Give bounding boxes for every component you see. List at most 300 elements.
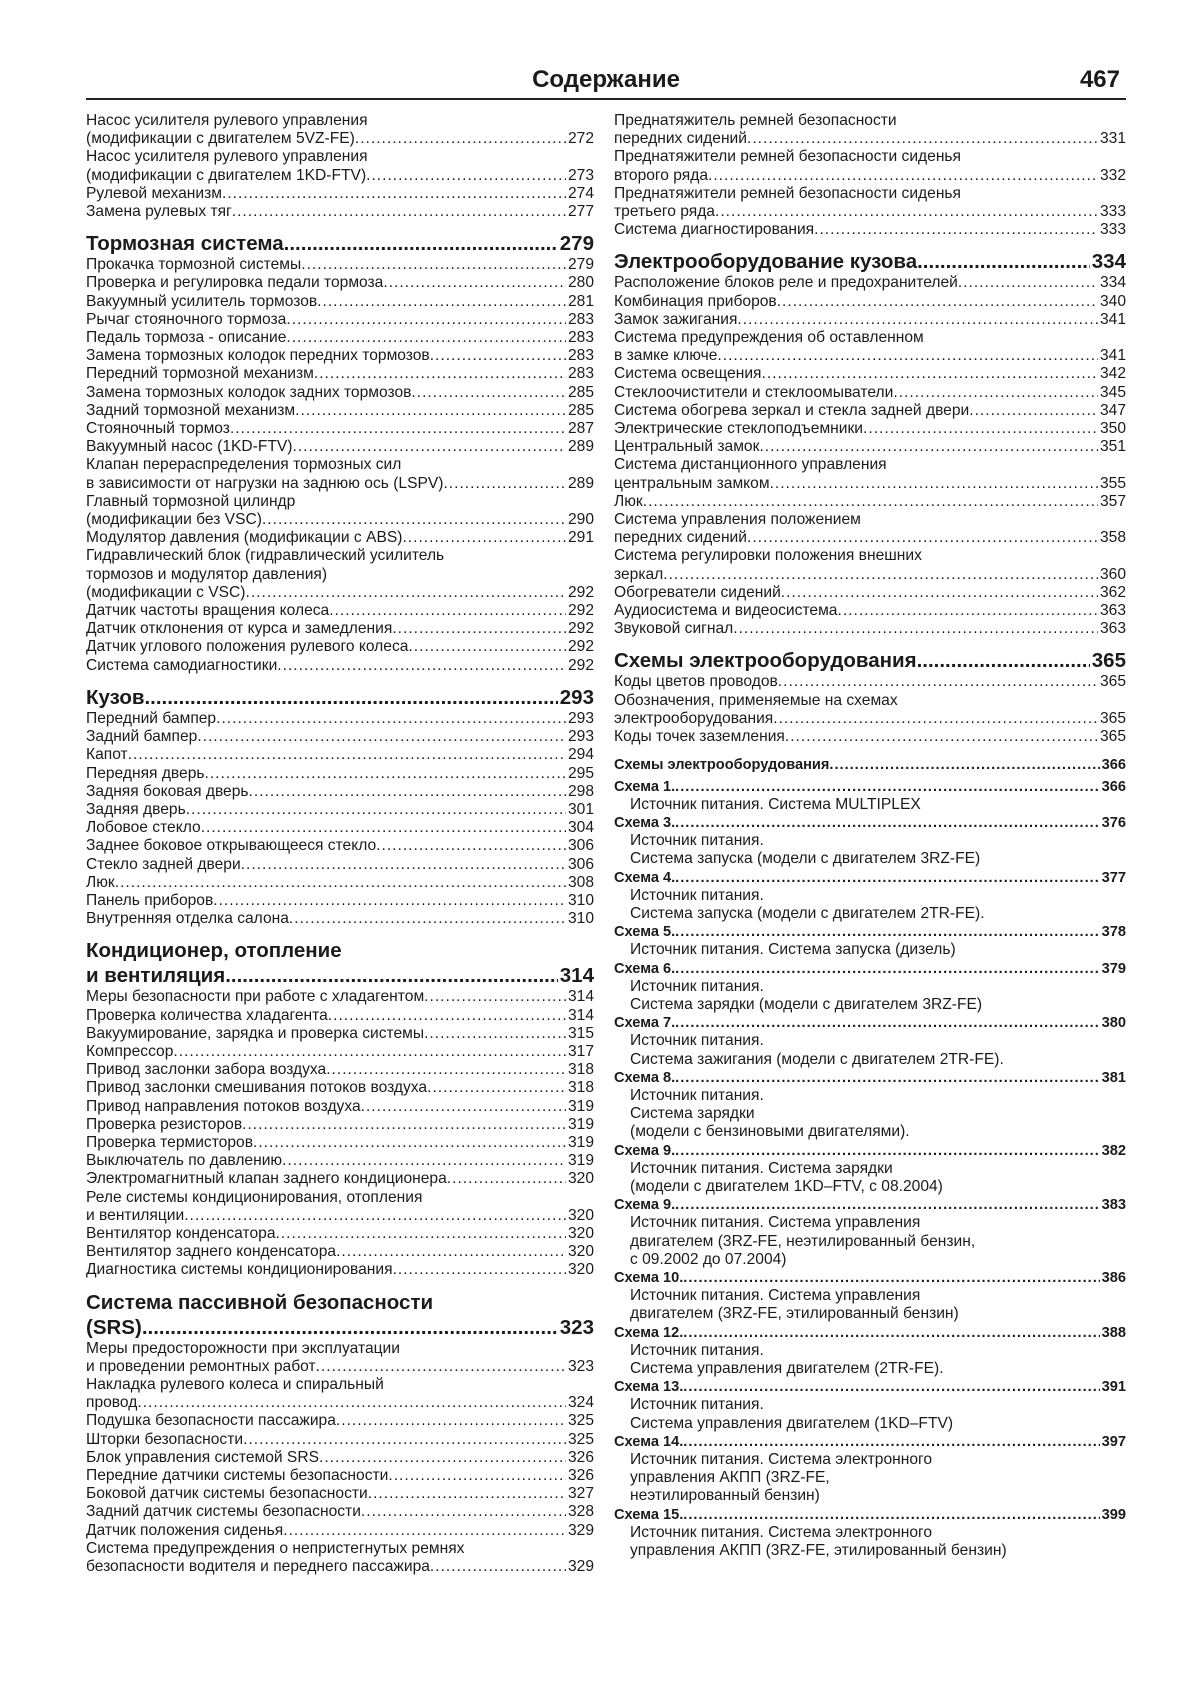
toc-entry[interactable] bbox=[86, 765, 594, 783]
entry-page: 314 bbox=[567, 1006, 594, 1024]
section-heading[interactable] bbox=[86, 685, 594, 710]
toc-entry[interactable] bbox=[86, 1412, 594, 1430]
entry-page: 320 bbox=[567, 1170, 594, 1188]
leader-dots bbox=[142, 1315, 558, 1340]
scheme-description: управления АКПП (3RZ-FE, bbox=[630, 1469, 830, 1487]
toc-entry[interactable] bbox=[86, 1007, 594, 1025]
entry-page: 362 bbox=[1099, 583, 1126, 601]
toc-group bbox=[614, 112, 1126, 239]
entry-page: 363 bbox=[1099, 602, 1126, 620]
toc-entry[interactable] bbox=[86, 638, 594, 656]
leader-dots bbox=[289, 910, 566, 928]
scheme-title: Схема 9. bbox=[614, 1142, 676, 1159]
scheme-entry[interactable] bbox=[614, 1324, 1126, 1342]
entry-page: 283 bbox=[567, 365, 594, 383]
scheme-entry[interactable] bbox=[614, 1069, 1126, 1087]
leader-dots bbox=[284, 231, 558, 256]
scheme-entry[interactable] bbox=[614, 814, 1126, 832]
leader-dots bbox=[683, 1269, 1099, 1287]
entry-page: 289 bbox=[567, 438, 594, 456]
leader-dots bbox=[402, 529, 566, 547]
toc-entry[interactable] bbox=[614, 311, 1126, 329]
toc-entry[interactable] bbox=[86, 475, 594, 493]
leader-dots bbox=[246, 584, 566, 602]
entry-title: Коды точек заземления bbox=[614, 728, 785, 746]
leader-dots bbox=[184, 1207, 566, 1225]
leader-dots bbox=[675, 960, 1099, 978]
entry-page: 318 bbox=[567, 1061, 594, 1079]
toc-entry[interactable] bbox=[614, 566, 1126, 584]
leader-dots bbox=[443, 475, 566, 493]
entry-title: и вентиляции bbox=[86, 1206, 185, 1224]
toc-entry[interactable] bbox=[86, 1170, 594, 1188]
scheme-description: Источник питания. Система электронного bbox=[630, 1523, 933, 1541]
section-page: 334 bbox=[1091, 250, 1126, 274]
entry-page: 329 bbox=[567, 1521, 594, 1539]
toc-entry[interactable] bbox=[86, 1558, 594, 1576]
entry-title-line[interactable]: Система регулировки положения внешних bbox=[614, 547, 922, 565]
scheme-description: Источник питания. bbox=[630, 886, 764, 904]
toc-entry[interactable] bbox=[614, 584, 1126, 602]
entry-title: Передние датчики системы безопасности bbox=[86, 1467, 389, 1484]
leader-dots bbox=[115, 874, 566, 892]
entry-title: Датчик положения сиденья bbox=[86, 1521, 284, 1539]
toc-entry[interactable] bbox=[614, 602, 1126, 620]
leader-dots bbox=[242, 1116, 566, 1134]
section-title-line: Система пассивной безопасности bbox=[86, 1290, 434, 1314]
section-heading[interactable] bbox=[614, 648, 1126, 673]
leader-dots bbox=[137, 1394, 566, 1412]
toc-entry[interactable] bbox=[614, 493, 1126, 511]
toc-entry[interactable] bbox=[86, 130, 594, 148]
toc-entry[interactable] bbox=[614, 274, 1126, 292]
section-page: 279 bbox=[559, 232, 594, 256]
entry-page: 315 bbox=[567, 1024, 594, 1042]
page-header bbox=[86, 64, 1126, 100]
entry-page: 308 bbox=[567, 873, 594, 891]
section-page: 365 bbox=[1091, 649, 1126, 673]
leader-dots bbox=[317, 293, 566, 311]
toc-entry[interactable] bbox=[86, 1394, 594, 1412]
leader-dots bbox=[747, 529, 1098, 547]
toc-entry[interactable] bbox=[86, 1225, 594, 1243]
entry-title-line[interactable]: Главный тормозной цилиндр bbox=[86, 492, 296, 510]
page-title: Содержание bbox=[532, 66, 680, 93]
entry-page: 314 bbox=[567, 988, 594, 1006]
toc-entry[interactable] bbox=[614, 475, 1126, 493]
scheme-list bbox=[614, 778, 1126, 1561]
toc-entry[interactable] bbox=[86, 402, 594, 420]
scheme-page: 386 bbox=[1101, 1269, 1126, 1286]
toc-entry[interactable] bbox=[86, 274, 594, 292]
leader-dots bbox=[958, 274, 1098, 292]
entry-page: 277 bbox=[567, 203, 594, 221]
toc-entry[interactable] bbox=[614, 710, 1126, 728]
toc-entry[interactable] bbox=[86, 837, 594, 855]
entry-page: 350 bbox=[1099, 420, 1126, 438]
toc-group bbox=[614, 274, 1126, 638]
entry-title-line[interactable]: Клапан перераспределения тормозных сил bbox=[86, 456, 402, 474]
toc-entry[interactable] bbox=[86, 1503, 594, 1521]
leader-dots bbox=[893, 384, 1098, 402]
toc-group bbox=[86, 256, 594, 675]
leader-dots bbox=[388, 1467, 566, 1485]
scheme-entry[interactable] bbox=[614, 1506, 1126, 1524]
toc-entry[interactable] bbox=[86, 420, 594, 438]
entry-title-line[interactable]: Система предупреждения о непристегнутых ремнях bbox=[86, 1539, 465, 1557]
page-number: 467 bbox=[1079, 66, 1120, 93]
leader-dots bbox=[355, 130, 566, 148]
toc-entry[interactable] bbox=[86, 746, 594, 764]
toc-entry[interactable] bbox=[86, 1261, 594, 1279]
leader-dots bbox=[969, 402, 1098, 420]
toc-group bbox=[86, 988, 594, 1279]
leader-dots bbox=[326, 1061, 566, 1079]
entry-title: Проверка термисторов bbox=[86, 1133, 253, 1151]
entry-title: Передний тормозной механизм bbox=[86, 365, 314, 383]
scheme-description: Источник питания. Система MULTIPLEX bbox=[630, 795, 921, 813]
leader-dots bbox=[282, 1152, 566, 1170]
leader-dots bbox=[430, 1558, 566, 1576]
entry-title: провод bbox=[86, 1394, 138, 1412]
entry-title: (модификации с VSC) bbox=[86, 583, 246, 601]
entry-title: Привод направления потоков воздуха bbox=[86, 1097, 361, 1115]
entry-page: 292 bbox=[567, 656, 594, 674]
entry-page: 283 bbox=[567, 329, 594, 347]
scheme-description: Система запуска (модели с двигателем 2TR-FE). bbox=[630, 904, 985, 922]
section-page: 323 bbox=[559, 1315, 594, 1339]
toc-entry[interactable] bbox=[86, 167, 594, 185]
entry-title: Диагностика системы кондиционирования bbox=[86, 1261, 393, 1279]
scheme-description: Система зарядки bbox=[630, 1105, 755, 1123]
toc-entry[interactable] bbox=[86, 584, 594, 602]
entry-page: 333 bbox=[1099, 221, 1126, 239]
toc-entry[interactable] bbox=[86, 783, 594, 801]
section-heading[interactable] bbox=[86, 231, 594, 256]
entry-title-line[interactable]: Реле системы кондиционирования, отопления bbox=[86, 1188, 423, 1206]
leader-dots bbox=[286, 329, 566, 347]
section-heading[interactable] bbox=[86, 1315, 594, 1340]
toc-entry[interactable] bbox=[86, 1522, 594, 1540]
toc-entry[interactable] bbox=[86, 1467, 594, 1485]
leader-dots bbox=[829, 756, 1099, 774]
entry-page: 365 bbox=[1099, 728, 1126, 746]
leader-dots bbox=[408, 638, 566, 656]
section-page: 314 bbox=[559, 964, 594, 988]
toc-entry[interactable] bbox=[86, 529, 594, 547]
entry-title: Люк bbox=[614, 492, 643, 510]
scheme-page: 388 bbox=[1101, 1324, 1126, 1341]
leader-dots bbox=[917, 648, 1090, 673]
entry-page: 318 bbox=[567, 1079, 594, 1097]
leader-dots bbox=[675, 869, 1099, 887]
toc-entry[interactable] bbox=[86, 329, 594, 347]
scheme-description: (модели с двигателем 1KD–FTV, с 08.2004) bbox=[630, 1177, 943, 1195]
leader-dots bbox=[773, 710, 1098, 728]
entry-title: Передняя дверь bbox=[86, 764, 205, 782]
toc-group bbox=[86, 1340, 594, 1577]
toc-entry[interactable] bbox=[86, 185, 594, 203]
toc-entry[interactable] bbox=[614, 438, 1126, 456]
toc-entry[interactable] bbox=[86, 1358, 594, 1376]
leader-dots bbox=[295, 402, 566, 420]
entry-title: Рычаг стояночного тормоза bbox=[86, 310, 287, 328]
leader-dots bbox=[213, 892, 566, 910]
scheme-description: неэтилированный бензин) bbox=[630, 1487, 820, 1505]
section-title: Тормозная система bbox=[86, 232, 284, 256]
scheme-title: Схема 9. bbox=[614, 1197, 676, 1214]
toc-entry[interactable] bbox=[86, 728, 594, 746]
scheme-description: Система управления двигателем (1KD–FTV) bbox=[630, 1414, 954, 1432]
toc-entry[interactable] bbox=[614, 293, 1126, 311]
entry-title-line[interactable]: Система дистанционного управления bbox=[614, 456, 887, 474]
toc-entry[interactable] bbox=[614, 365, 1126, 383]
entry-title: Передний бампер bbox=[86, 709, 217, 727]
scheme-description: двигателем (3RZ-FE, этилированный бензин) bbox=[630, 1305, 959, 1323]
toc-entry[interactable] bbox=[614, 130, 1126, 148]
entry-page: 329 bbox=[567, 1558, 594, 1576]
leader-dots bbox=[301, 256, 566, 274]
toc-entry[interactable] bbox=[614, 221, 1126, 239]
leader-dots bbox=[643, 493, 1098, 511]
scheme-entry[interactable] bbox=[614, 1269, 1126, 1287]
toc-entry[interactable] bbox=[86, 892, 594, 910]
leader-dots bbox=[715, 203, 1098, 221]
entry-title: Задняя боковая дверь bbox=[86, 782, 249, 800]
leader-dots bbox=[411, 384, 566, 402]
entry-title: Система самодиагностики bbox=[86, 656, 278, 674]
entry-title: Вакуумный усилитель тормозов bbox=[86, 292, 318, 310]
entry-page: 279 bbox=[567, 256, 594, 274]
entry-title: Обогреватели сидений bbox=[614, 583, 781, 601]
toc-entry[interactable] bbox=[614, 203, 1126, 221]
leader-dots bbox=[675, 778, 1099, 796]
toc-entry[interactable] bbox=[86, 874, 594, 892]
entry-title-line[interactable]: тормозов и модулятор давления) bbox=[86, 565, 328, 583]
entry-page: 306 bbox=[567, 855, 594, 873]
toc-entry[interactable] bbox=[86, 1098, 594, 1116]
toc-entry[interactable] bbox=[614, 529, 1126, 547]
toc-entry[interactable] bbox=[86, 1243, 594, 1261]
entry-title: Система освещения bbox=[614, 365, 762, 383]
entry-title-line[interactable]: Обозначения, применяемые на схемах bbox=[614, 691, 898, 709]
entry-title: Замена тормозных колодок передних тормозов bbox=[86, 347, 430, 365]
entry-title: Выключатель по давлению bbox=[86, 1152, 283, 1170]
toc-entry[interactable] bbox=[86, 311, 594, 329]
scheme-page: 366 bbox=[1101, 778, 1126, 795]
leader-dots bbox=[814, 221, 1098, 239]
toc-group bbox=[614, 673, 1126, 746]
leader-dots bbox=[243, 1431, 566, 1449]
toc-entry[interactable] bbox=[86, 602, 594, 620]
entry-title: в зависимости от нагрузки на заднюю ось (LSPV) bbox=[86, 474, 444, 492]
scheme-entry[interactable] bbox=[614, 778, 1126, 796]
entry-page: 320 bbox=[567, 1243, 594, 1261]
leader-dots bbox=[383, 274, 566, 292]
entry-page: 355 bbox=[1099, 474, 1126, 492]
entry-page: 332 bbox=[1099, 166, 1126, 184]
entry-title: Привод заслонки смешивания потоков воздуха bbox=[86, 1079, 428, 1097]
entry-page: 358 bbox=[1099, 529, 1126, 547]
toc-entry[interactable] bbox=[86, 710, 594, 728]
scheme-title: Схема 5. bbox=[614, 924, 676, 941]
toc-entry[interactable] bbox=[86, 365, 594, 383]
leader-dots bbox=[393, 1261, 566, 1279]
entry-title: Привод заслонки забора воздуха bbox=[86, 1061, 327, 1079]
toc-entry[interactable] bbox=[86, 384, 594, 402]
scheme-page: 376 bbox=[1101, 814, 1126, 831]
leader-dots bbox=[778, 673, 1098, 691]
section-heading[interactable] bbox=[86, 963, 594, 988]
entry-title-line[interactable]: Преднатяжитель ремней безопасности bbox=[614, 112, 897, 129]
leader-dots bbox=[737, 311, 1098, 329]
entry-page: 363 bbox=[1099, 620, 1126, 638]
entry-title: Внутренняя отделка салона bbox=[86, 910, 289, 928]
toc-entry[interactable] bbox=[86, 856, 594, 874]
leader-dots bbox=[777, 293, 1098, 311]
leader-dots bbox=[262, 511, 566, 529]
entry-title: Центральный замок bbox=[614, 438, 760, 456]
scheme-entry[interactable] bbox=[614, 960, 1126, 978]
scheme-description: (модели с бензиновыми двигателями). bbox=[630, 1123, 910, 1141]
entry-title: Лобовое стекло bbox=[86, 819, 201, 837]
subsection-heading[interactable] bbox=[614, 756, 1126, 774]
toc-entry[interactable] bbox=[86, 1061, 594, 1079]
scheme-description: Система зажигания (модели с двигателем 2TR-FE). bbox=[630, 1050, 1004, 1068]
entry-page: 287 bbox=[567, 420, 594, 438]
entry-title: Проверка резисторов bbox=[86, 1115, 243, 1133]
toc-entry[interactable] bbox=[86, 256, 594, 274]
toc-entry[interactable] bbox=[86, 1152, 594, 1170]
toc-entry[interactable] bbox=[86, 819, 594, 837]
scheme-description: Система управления двигателем (2TR-FE). bbox=[630, 1360, 944, 1377]
scheme-description: Источник питания. bbox=[630, 1086, 764, 1104]
toc-entry[interactable] bbox=[86, 1485, 594, 1503]
scheme-entry[interactable] bbox=[614, 1014, 1126, 1032]
entry-page: 319 bbox=[567, 1097, 594, 1115]
entry-title-line[interactable]: Накладка рулевого колеса и спиральный bbox=[86, 1375, 384, 1393]
entry-page: 320 bbox=[567, 1224, 594, 1242]
toc-entry[interactable] bbox=[86, 1431, 594, 1449]
toc-entry[interactable] bbox=[614, 402, 1126, 420]
leader-dots bbox=[717, 347, 1098, 365]
scheme-entry[interactable] bbox=[614, 1433, 1126, 1451]
toc-entry[interactable] bbox=[614, 384, 1126, 402]
entry-title: (модификации с двигателем 1KD-FTV) bbox=[86, 166, 367, 184]
entry-title: передних сидений bbox=[614, 130, 747, 148]
entry-page: 310 bbox=[567, 910, 594, 928]
toc-entry[interactable] bbox=[86, 203, 594, 221]
leader-dots bbox=[675, 814, 1099, 832]
entry-title: Шторки безопасности bbox=[86, 1430, 244, 1448]
toc-entry[interactable] bbox=[86, 910, 594, 928]
scheme-entry[interactable] bbox=[614, 923, 1126, 941]
section-title-line: Кондиционер, отопление bbox=[86, 939, 342, 963]
toc-entry[interactable] bbox=[614, 673, 1126, 691]
section-page: 293 bbox=[559, 685, 594, 709]
entry-title-line[interactable]: Гидравлический блок (гидравлический усилитель bbox=[86, 547, 445, 565]
toc-entry[interactable] bbox=[86, 511, 594, 529]
entry-page: 365 bbox=[1099, 709, 1126, 727]
leader-dots bbox=[675, 1014, 1099, 1032]
entry-title-line[interactable]: Насос усилителя рулевого управления bbox=[86, 148, 368, 166]
toc-entry[interactable] bbox=[86, 1207, 594, 1225]
entry-title: зеркал bbox=[614, 565, 664, 583]
entry-page: 290 bbox=[567, 511, 594, 529]
toc-entry[interactable] bbox=[86, 1134, 594, 1152]
scheme-entry[interactable] bbox=[614, 869, 1126, 887]
toc-entry[interactable] bbox=[86, 620, 594, 638]
entry-page: 357 bbox=[1099, 492, 1126, 510]
toc-entry[interactable] bbox=[86, 657, 594, 675]
scheme-description: Источник питания. bbox=[630, 1396, 764, 1414]
scheme-entry[interactable] bbox=[614, 1142, 1126, 1160]
entry-page: 331 bbox=[1099, 130, 1126, 148]
leader-dots bbox=[683, 1506, 1099, 1524]
entry-page: 292 bbox=[567, 638, 594, 656]
section-heading[interactable] bbox=[614, 249, 1126, 274]
leader-dots bbox=[328, 1007, 566, 1025]
leader-dots bbox=[173, 1043, 566, 1061]
toc-entry[interactable] bbox=[86, 1079, 594, 1097]
entry-page: 347 bbox=[1099, 401, 1126, 419]
entry-title-line[interactable]: Система предупреждения об оставленном bbox=[614, 329, 924, 347]
scheme-entry[interactable] bbox=[614, 1196, 1126, 1214]
scheme-page: 378 bbox=[1101, 924, 1126, 941]
leader-dots bbox=[427, 1079, 566, 1097]
toc-entry[interactable] bbox=[86, 1449, 594, 1467]
subsection-page: 366 bbox=[1101, 757, 1126, 774]
entry-title-line[interactable]: Система управления положением bbox=[614, 511, 861, 529]
toc-entry[interactable] bbox=[614, 728, 1126, 746]
toc-entry[interactable] bbox=[86, 293, 594, 311]
toc-entry[interactable] bbox=[614, 420, 1126, 438]
entry-page: 342 bbox=[1099, 365, 1126, 383]
toc-entry[interactable] bbox=[86, 1025, 594, 1043]
toc-entry[interactable] bbox=[614, 167, 1126, 185]
entry-title: Датчик углового положения рулевого колеса bbox=[86, 638, 409, 656]
toc-entry[interactable] bbox=[86, 347, 594, 365]
entry-page: 351 bbox=[1099, 438, 1126, 456]
toc-entry[interactable] bbox=[86, 801, 594, 819]
entry-title: центральным замком bbox=[614, 474, 770, 492]
toc-entry[interactable] bbox=[86, 1043, 594, 1061]
leader-dots bbox=[683, 1433, 1099, 1451]
scheme-description: Источник питания. bbox=[630, 1341, 764, 1359]
entry-title-line[interactable]: Преднатяжители ремней безопасности сиденья bbox=[614, 148, 962, 166]
entry-title-line[interactable]: Преднатяжители ремней безопасности сиденья bbox=[614, 184, 962, 202]
entry-title-line[interactable]: Насос усилителя рулевого управления bbox=[86, 112, 368, 129]
scheme-description: Источник питания. Система электронного bbox=[630, 1451, 933, 1469]
entry-title: Проверка количества хладагента bbox=[86, 1006, 328, 1024]
leader-dots bbox=[424, 988, 566, 1006]
toc-entry[interactable] bbox=[614, 620, 1126, 638]
entry-page: 295 bbox=[567, 764, 594, 782]
toc-entry[interactable] bbox=[86, 1116, 594, 1134]
toc-entry[interactable] bbox=[614, 347, 1126, 365]
leader-dots bbox=[770, 475, 1098, 493]
leader-dots bbox=[759, 438, 1098, 456]
toc-entry[interactable] bbox=[86, 438, 594, 456]
entry-page: 292 bbox=[567, 620, 594, 638]
toc-entry[interactable] bbox=[86, 988, 594, 1006]
leader-dots bbox=[368, 1485, 566, 1503]
leader-dots bbox=[197, 728, 566, 746]
entry-page: 334 bbox=[1099, 274, 1126, 292]
entry-title-line[interactable]: Меры предосторожности при эксплуатации bbox=[86, 1339, 400, 1357]
entry-title: Система диагностирования bbox=[614, 221, 815, 239]
scheme-entry[interactable] bbox=[614, 1378, 1126, 1396]
